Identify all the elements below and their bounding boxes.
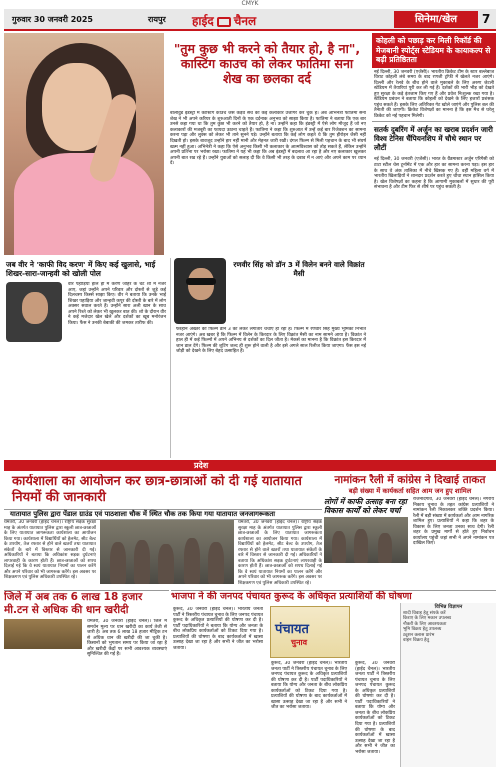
photo-person [134, 540, 150, 584]
workshop-headline: कार्यशाला का आयोजन कर छात्र-छात्राओं को दी गई यातायात नियमों की जानकारी [12, 474, 302, 505]
story-ranveer-body: फरहान अख्तर की फिल्म डॉन 3 को लेकर लगातार चर्चाएं हो रही हैं। फिल्म में रणवीर सिंह मुख्य भूमिका निभाते नजर आएंगे। अब खबर है कि फिल्म में विलेन के किरदार के लिए विक्रांत मैसी का नाम सामने आया है। विक्रांत ने हाल ही में कई फिल्मों में अपने अभिनय से दर्शकों का दिल जीता है। मेकर्स का मानना है कि विक्रांत इस किरदार में जान डाल देंगे। फिल्म की शूटिंग जल्द ही शुरू होने वाली है और इसे अगले साल रिलीज किया जाएगा। फैंस इस नई जोड़ी को देखने के लिए बेहद उत्साहित हैं। [176, 327, 366, 355]
panchayat-logo-sub: चुनाव [291, 638, 308, 647]
right-column [372, 33, 496, 458]
story-rally [324, 474, 496, 589]
veer-portrait [6, 282, 62, 342]
right-box-headline: कोहली को पछाड़ कर मिली रिकॉर्ड की मेजबानी स्पोर्ट्स स्टेडियम के कायाकल्प से बढ़ी प्रतिष्ठितता [372, 33, 496, 68]
photo-person [158, 544, 174, 584]
ad-row: शादी विवाह हेतु संपर्क करें [403, 611, 446, 616]
hero-headline: "तुम कुछ भी करने को तैयार हो, है ना", कास्टिंग काउच को लेकर फातिमा सना शेख का छलका दर्द [173, 41, 361, 86]
story-ranveer [174, 258, 368, 458]
photo-person [110, 542, 126, 584]
page-header [4, 9, 496, 31]
hero-body: बॉलीवुड इंडस्ट्री में कास्टिंग काउच जैसे कड़वे सच को कई कलाकार उजागर कर चुके हैं। अब अभिनेत्री फातिमा सना शेख ने भी अपने करियर के शुरुआती दिनों के एक दर्दनाक अनुभव को साझा किया है। फातिमा ने बताया कि एक बार उनसे कहा गया था कि तुम कुछ भी करने को तैयार हो, है ना। उन्होंने कहा कि इंडस्ट्री में ऐसे लोग मौजूद हैं जो नए कलाकारों की मजबूरी का फायदा उठाना चाहते हैं। फातिमा ने कहा कि शुरुआत में उन्हें कई बार रिजेक्शन का सामना करना पड़ा और लुक्स को लेकर भी ताने सुनने पड़े। उन्होंने बताया कि कई लोग कहते थे कि तुम हीरोइन जैसी नहीं दिखती हो। इसके बावजूद उन्होंने हार नहीं मानी और मेहनत जारी रखी। दंगल फिल्म से मिली पहचान के बाद भी संघर्ष खत्म नहीं हुआ। अभिनेत्री ने कहा कि ऐसे अनुभव किसी भी कलाकार के आत्मविश्वास को तोड़ सकते हैं, लेकिन उन्होंने अपनी प्रतिभा पर भरोसा रखा। फातिमा ने यह भी कहा कि अब इंडस्ट्री में बदलाव आ रहा है और नए कलाकार खुलकर अपनी बात रख रहे हैं। उन्होंने युवाओं को सलाह दी कि वे किसी भी तरह के दबाव में न आएं और अपने काम पर ध्यान दें। [170, 111, 366, 167]
page-number: 7 [482, 12, 491, 26]
brand-right: चैनल [233, 14, 257, 28]
right-sub-headline: सतर्क दुबरिंग में अर्जुन का खराब प्रदर्शन जारी विश्व टेनिस चैंपियनशिप में चौथे स्थान पर लौटीं [372, 121, 496, 155]
cmyk-label: CMYK [241, 0, 259, 7]
brand-left: हाईद [192, 14, 214, 28]
story-veer-headline: जब वीर ने 'काफी विद करण' में किए कई खुलासे, भाई शिखर-सारा-जान्हवी को खोली पोल [6, 260, 156, 278]
hero-story [4, 33, 367, 255]
story-veer [4, 258, 171, 458]
ad-row: ट्यूशन क्लास प्रारंभ [403, 632, 435, 638]
ranveer-portrait [174, 258, 226, 324]
rally-photo [324, 517, 408, 563]
rally-subheadline: बड़ी संख्या में कार्यकर्ता सहित आम जन हुए शामिल [348, 487, 472, 495]
masthead-brand [192, 12, 256, 29]
paddy-body: धमतरी, 30 जनवरी (हाईद चैनल)। जिले में समर्थन मूल्य पर धान खरीदी का कार्य तेजी से जारी है। अब तक 6 लाख 18 हजार मीट्रिक टन से अधिक धान की खरीदी की जा चुकी है। किसानों को भुगतान समय पर किया जा रहा है और खरीदी केंद्रों पर सभी आवश्यक व्यवस्थाएं सुनिश्चित की गई हैं। [87, 619, 167, 658]
bjp-body: कुरूद, 30 जनवरी (हाईद चैनल)। भारतीय जनता पार्टी ने त्रिस्तरीय पंचायत चुनाव के लिए जनपद पंचायत कुरूद के अधिकृत प्रत्याशियों की घोषणा कर दी है। पार्टी पदाधिकारियों ने बताया कि योग्य और जनता के बीच लोकप्रिय कार्यकर्ताओं को टिकट दिया गया है। प्रत्याशियों की घोषणा के बाद कार्यकर्ताओं में खासा उत्साह देखा जा रहा है और सभी ने जीत का भरोसा जताया। [173, 607, 263, 651]
workshop-photo [100, 520, 234, 584]
tv-icon [217, 17, 231, 27]
panchayat-logo-text: पंचायत [275, 622, 309, 637]
hero-photo [4, 33, 164, 255]
paddy-photo [4, 619, 82, 649]
rally-body: राजनांदगांव, 30 जनवरी (हाईद चैनल)। नगरीय निकाय चुनाव के तहत कांग्रेस प्रत्याशियों ने नामांकन रैली निकालकर शक्ति प्रदर्शन किया। रैली में बड़ी संख्या में कार्यकर्ता और आम नागरिक शामिल हुए। प्रत्याशियों ने कहा कि शहर के विकास के लिए जनता उनका साथ देगी। रैली शहर के प्रमुख मार्गों से होते हुए निर्वाचन कार्यालय पहुंची जहां सभी ने अपने नामांकन पत्र दाखिल किए। [413, 497, 494, 547]
photo-person [332, 531, 346, 563]
right-sub-body: नई दिल्ली, 30 जनवरी (एजेंसी)। भारत के ग्रैंडमास्टर अर्जुन एरिगैसी को टाटा स्टील चेस टूर्नामेंट में एक और हार का सामना करना पड़ा। इस हार के साथ वे अंक तालिका में नीचे खिसक गए हैं। वहीं महिला वर्ग में भारतीय खिलाड़ियों ने शानदार प्रदर्शन करते हुए चौथा स्थान हासिल किया है। खेल विशेषज्ञों का कहना है कि आगामी मुकाबलों में सुधार की पूरी संभावना है और टीम फिर से शीर्ष पर पहुंच सकती है। [374, 157, 494, 191]
sunglasses-icon [186, 278, 216, 285]
story-paddy [4, 590, 169, 767]
portrait-face [22, 292, 48, 324]
issue-date: गुरुवार 30 जनवरी 2025 [12, 15, 94, 24]
workshop-body: धमतरी, 30 जनवरी (हाईद चैनल)। राष्ट्रीय सड़क सुरक्षा माह के अंतर्गत यातायात पुलिस द्वारा स्कूली छात्र-छात्राओं के लिए यातायात जागरूकता कार्यशाला का आयोजन किया गया। कार्यशाला में विद्यार्थियों को हेलमेट, सीट बेल्ट के उपयोग, तेज रफ्तार से होने वाले खतरों तथा यातायात संकेतों के बारे में विस्तार से जानकारी दी गई। अधिकारियों ने बताया कि अधिकांश सड़क दुर्घटनाएं लापरवाही के कारण होती हैं। छात्र-छात्राओं को शपथ दिलाई गई कि वे स्वयं यातायात नियमों का पालन करेंगे और अपने परिवार को भी जागरूक करेंगे। इस अवसर पर शिक्षकगण एवं पुलिस अधिकारी उपस्थित रहे। [4, 520, 96, 580]
rally-kicker: लोगों में काफी उत्साह बना रहा विकास कार्यों को लेकर चर्चा [324, 497, 407, 515]
photo-person [184, 538, 200, 584]
workshop-columns [4, 520, 322, 589]
workshop-subheadline: यातायात पुलिस द्वारा पेंडाल ग्राउंड एवं पाठशाला चौक में स्थित चौक तक किया गया यातायात जनजागरूकता [4, 509, 322, 520]
ad-row: वाहन विक्रय हेतु [403, 638, 430, 644]
ad-row: भूमि विक्रय हेतु उपलब्ध [403, 627, 442, 633]
classified-ads [400, 603, 496, 767]
section-band-label: प्रदेश [194, 461, 209, 470]
photo-person [354, 529, 368, 563]
story-veer-body: वीर पहाड़िया हाल ही में करण जौहर के चैट शो में नजर आए, जहां उन्होंने अपने परिवार और दोस्तों से जुड़े कई दिलचस्प किस्से साझा किए। वीर ने बताया कि उनके भाई शिखर पहाड़िया और जान्हवी कपूर की दोस्ती के बारे में लोग अक्सर सवाल करते हैं। उन्होंने सारा अली खान के साथ अपने रिश्ते को लेकर भी खुलकर बात की। शो के दौरान वीर ने कई मजेदार खेल खेले और दर्शकों का खूब मनोरंजन किया। फैंस ने उनकी बेबाकी की जमकर तारीफ की। [68, 282, 166, 326]
bjp-body-cont: कुरूद, 30 जनवरी (हाईद चैनल)। भारतीय जनता पार्टी ने त्रिस्तरीय पंचायत चुनाव के लिए जनपद पंचायत कुरूद के अधिकृत प्रत्याशियों की घोषणा कर दी है। पार्टी पदाधिकारियों ने बताया कि योग्य और जनता के बीच लोकप्रिय कार्यकर्ताओं को टिकट दिया गया है। प्रत्याशियों की घोषणा के बाद कार्यकर्ताओं में खासा उत्साह देखा जा रहा है और सभी ने जीत का भरोसा जताया। [355, 661, 395, 755]
ad-row: किराए के लिए मकान उपलब्ध [403, 616, 452, 622]
photo-dress [14, 153, 154, 255]
ad-row: नौकरी के लिए आवश्यकता [403, 621, 447, 627]
ads-title: विभिन्न विज्ञापन [434, 604, 463, 610]
photo-person [378, 533, 392, 563]
section-band [4, 460, 496, 471]
rally-headline: नामांकन रैली में कांग्रेस ने दिखाई ताकत [334, 474, 486, 486]
story-ranveer-headline: रणवीर सिंह को डॉन 3 में विलेन बनने वाले विक्रांत मैसी [233, 260, 365, 278]
panchayat-logo [270, 606, 350, 658]
story-workshop [4, 474, 322, 589]
bjp-body-col2: कुरूद, 30 जनवरी (हाईद चैनल)। भारतीय जनता पार्टी ने त्रिस्तरीय पंचायत चुनाव के लिए जनपद पंचायत कुरूद के अधिकृत प्रत्याशियों की घोषणा कर दी है। पार्टी पदाधिकारियों ने बताया कि योग्य और जनता के बीच लोकप्रिय कार्यकर्ताओं को टिकट दिया गया है। प्रत्याशियों की घोषणा के बाद कार्यकर्ताओं में खासा उत्साह देखा जा रहा है और सभी ने जीत का भरोसा जताया। [271, 661, 347, 711]
photo-person [208, 542, 224, 584]
section-label: सिनेमा/खेल [394, 11, 478, 28]
paddy-headline: जिले में अब तक 6 लाख 18 हजार मी.टन से अधिक की धान खरीदी [4, 591, 143, 616]
right-box-body: नई दिल्ली, 30 जनवरी (एजेंसी)। भारतीय क्रिकेट टीम के स्टार बल्लेबाज विराट कोहली लंबे समय के बाद रणजी ट्रॉफी में खेलते नजर आएंगे। दिल्ली और रेलवे के बीच होने वाले मुकाबले के लिए अरुण जेटली स्टेडियम में तैयारियां पूरी कर ली गई हैं। दर्शकों की भारी भीड़ को देखते हुए सुरक्षा के कड़े इंतजाम किए गए हैं और प्रवेश निःशुल्क रखा गया है। स्टेडियम प्रबंधन ने बताया कि कोहली को देखने के लिए हजारों प्रशंसक पहुंच सकते हैं। इसके लिए अतिरिक्त गेट खोले जाएंगे और पुलिस बल की तैनाती की जाएगी। क्रिकेट विशेषज्ञों का मानना है कि इस मैच से घरेलू क्रिकेट को नई पहचान मिलेगी। [374, 69, 494, 119]
workshop-body-cont: धमतरी, 30 जनवरी (हाईद चैनल)। राष्ट्रीय सड़क सुरक्षा माह के अंतर्गत यातायात पुलिस द्वारा स्कूली छात्र-छात्राओं के लिए यातायात जागरूकता कार्यशाला का आयोजन किया गया। कार्यशाला में विद्यार्थियों को हेलमेट, सीट बेल्ट के उपयोग, तेज रफ्तार से होने वाले खतरों तथा यातायात संकेतों के बारे में विस्तार से जानकारी दी गई। अधिकारियों ने बताया कि अधिकांश सड़क दुर्घटनाएं लापरवाही के कारण होती हैं। छात्र-छात्राओं को शपथ दिलाई गई कि वे स्वयं यातायात नियमों का पालन करेंगे और अपने परिवार को भी जागरूक करेंगे। इस अवसर पर शिक्षकगण एवं पुलिस अधिकारी उपस्थित रहे। [238, 520, 322, 586]
city-name: रायपुर [148, 15, 166, 24]
bjp-headline: भाजपा ने की जनपद पंचायत कुरूद के अधिकृत प्रत्याशियों की घोषणा [171, 591, 412, 602]
